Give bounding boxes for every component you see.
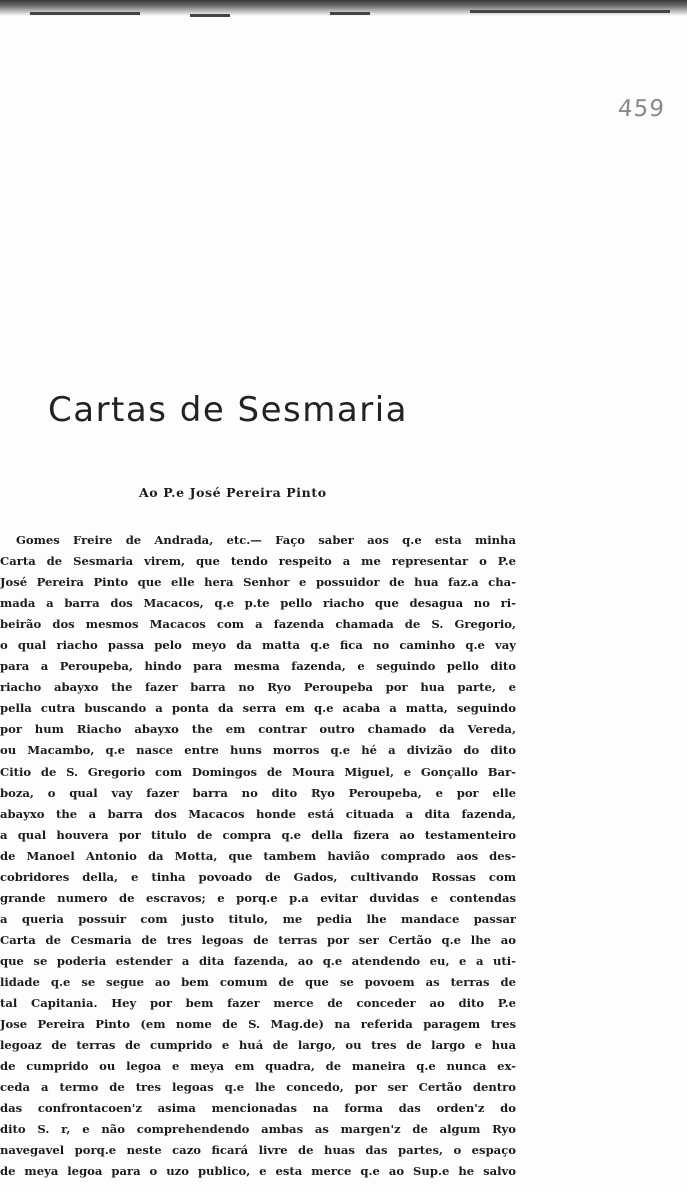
text-line: riacho abayxo the fazer barra no Ryo Peroupeba por hua parte, e	[0, 680, 516, 695]
text-line: o qual riacho passa pelo meyo da matta q.e fica no caminho q.e vay	[0, 638, 516, 653]
scan-streak	[30, 12, 140, 15]
scan-streak	[330, 12, 370, 15]
text-line: cobridores della, e tinha povoado de Gados, cultivando Rossas com	[0, 869, 516, 884]
text-line: Carta de Cesmaria de tres legoas de terras por ser Certão q.e lhe ao	[0, 932, 516, 947]
text-line: Carta de Sesmaria virem, que tendo respeito a me representar o P.e	[0, 554, 516, 569]
scan-streak	[470, 10, 670, 13]
text-line: a qual houvera por titulo de compra q.e della fizera ao testamenteiro	[0, 827, 516, 842]
text-line: navegavel porq.e neste cazo ficará livre de huas das partes, o espaço	[0, 1143, 516, 1158]
text-line: mada a barra dos Macacos, q.e p.te pello riacho que desagua no ri-	[0, 596, 516, 611]
text-line: Citio de S. Gregorio com Domingos de Moura Miguel, e Gonçallo Bar-	[0, 764, 516, 779]
text-line: de meya legoa para o uzo publico, e esta merce q.e ao Sup.e he salvo	[0, 1164, 516, 1179]
text-line: lidade q.e se segue ao bem comum de que se povoem as terras de	[0, 974, 516, 989]
text-line: ceda a termo de tres legoas q.e lhe concedo, por ser Certão dentro	[0, 1080, 516, 1095]
page-subtitle: Ao P.e José Pereira Pinto	[139, 485, 327, 500]
text-line: para a Peroupeba, hindo para mesma fazenda, e seguindo pello dito	[0, 659, 516, 674]
text-line: boza, o qual vay fazer barra no dito Ryo Peroupeba, e por elle	[0, 785, 516, 800]
text-line: Gomes Freire de Andrada, etc.— Faço saber aos q.e esta minha	[16, 533, 516, 547]
text-line: tal Capitania. Hey por bem fazer merce de conceder ao dito P.e	[0, 996, 516, 1011]
text-line: ou Macambo, q.e nasce entre huns morros q.e hé a divizão do dito	[0, 743, 516, 758]
text-line: abayxo the a barra dos Macacos honde está cituada a dita fazenda,	[0, 806, 516, 821]
text-line: dito S. r, e não comprehendendo ambas as margen'z de algum Ryo	[0, 1122, 516, 1137]
text-line: legoaz de terras de cumprido e huá de largo, ou tres de largo e hua	[0, 1038, 516, 1053]
text-line: pella cutra buscando a ponta da serra em q.e acaba a matta, seguindo	[0, 701, 516, 716]
text-line: que se poderia estender a dita fazenda, ao q.e atendendo eu, e a uti-	[0, 953, 516, 968]
text-line: beirão dos mesmos Macacos com a fazenda chamada de S. Gregorio,	[0, 617, 516, 632]
text-line: por hum Riacho abayxo the em contrar outro chamado da Vereda,	[0, 722, 516, 737]
text-line: das confrontacoen'z asima mencionadas na forma das orden'z do	[0, 1101, 516, 1116]
page-number: 459	[617, 96, 666, 122]
text-line: grande numero de escravos; e porq.e p.a evitar duvidas e contendas	[0, 890, 516, 905]
scan-streak	[190, 14, 230, 17]
text-line: José Pereira Pinto que elle hera Senhor e possuidor de hua faz.a cha-	[0, 575, 516, 590]
text-line: de cumprido ou legoa e meya em quadra, de maneira q.e nunca ex-	[0, 1059, 516, 1074]
page-title: Cartas de Sesmaria	[48, 390, 408, 430]
text-line: a queria possuir com justo titulo, me pedia lhe mandace passar	[0, 911, 516, 926]
text-line: de Manoel Antonio da Motta, que tambem havião comprado aos des-	[0, 848, 516, 863]
letter-body	[0, 530, 687, 1182]
text-line: Jose Pereira Pinto (em nome de S. Mag.de) na referida paragem tres	[0, 1017, 516, 1032]
